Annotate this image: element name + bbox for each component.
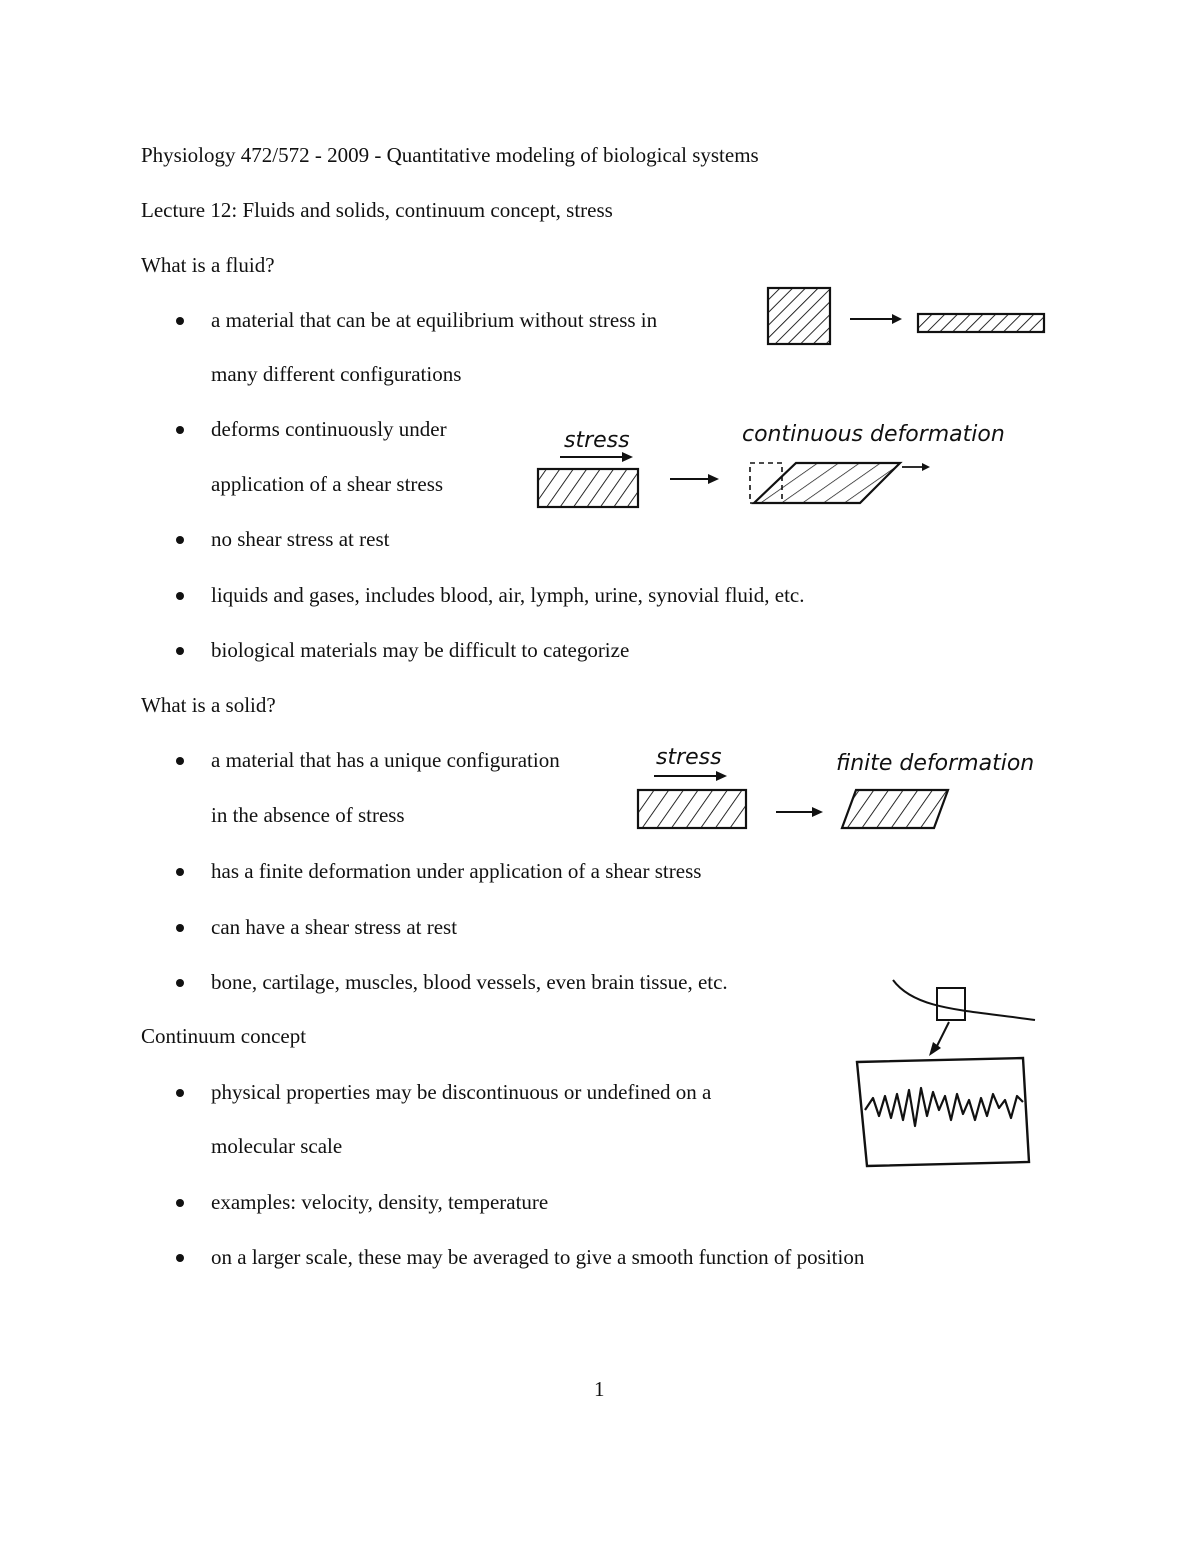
- fluid-configurations-sketch: [760, 282, 1060, 352]
- solid-heading: What is a solid?: [141, 693, 276, 717]
- zoom-arrow-icon: [929, 1022, 949, 1056]
- solid-item-1-line-1: a material that has a unique configuration: [211, 748, 560, 772]
- arrow-icon: [902, 463, 930, 471]
- fluid-shear-sketch: [530, 415, 1060, 515]
- bullet-marker: [176, 426, 184, 434]
- bullet-marker: [176, 647, 184, 655]
- solid-item-4: bone, cartilage, muscles, blood vessels, even brain tissue, etc.: [211, 970, 728, 994]
- continuous-deformation-label: continuous deformation: [742, 422, 1005, 447]
- finite-deformation-label: finite deformation: [836, 751, 1035, 776]
- continuum-item-1-line-2: molecular scale: [211, 1134, 343, 1158]
- stress-label: stress: [656, 745, 722, 770]
- bullet-marker: [176, 757, 184, 765]
- arrow-icon: [670, 474, 719, 484]
- solid-item-3: can have a shear stress at rest: [211, 915, 458, 939]
- fluid-heading: What is a fluid?: [141, 253, 275, 277]
- solid-item-2: has a finite deformation under application of a shear stress: [211, 859, 702, 883]
- stress-arrow-icon: [560, 452, 633, 462]
- fluid-item-4: liquids and gases, includes blood, air, lymph, urine, synovial fluid, etc.: [211, 583, 805, 607]
- bullet-marker: [176, 536, 184, 544]
- stress-label: stress: [564, 428, 630, 453]
- fluid-item-2-line-1: deforms continuously under: [211, 417, 447, 441]
- bullet-marker: [176, 1254, 184, 1262]
- bullet-marker: [176, 924, 184, 932]
- continuum-zoom-sketch: [845, 970, 1045, 1170]
- continuum-item-3: on a larger scale, these may be averaged to give a smooth function of position: [211, 1245, 865, 1269]
- arrow-icon: [850, 314, 902, 324]
- bullet-marker: [176, 592, 184, 600]
- fluid-item-5: biological materials may be difficult to categorize: [211, 638, 630, 662]
- fluid-item-2-line-2: application of a shear stress: [211, 472, 444, 496]
- arrow-icon: [776, 807, 823, 817]
- solid-item-1-line-2: in the absence of stress: [211, 803, 405, 827]
- fluid-item-3: no shear stress at rest: [211, 527, 390, 551]
- continuum-item-2: examples: velocity, density, temperature: [211, 1190, 549, 1214]
- bullet-marker: [176, 1199, 184, 1207]
- continuum-item-1-line-1: physical properties may be discontinuous or undefined on a: [211, 1080, 712, 1104]
- course-title: Physiology 472/572 - 2009 - Quantitative modeling of biological systems: [141, 143, 759, 167]
- bullet-marker: [176, 979, 184, 987]
- fluid-item-1-line-2: many different configurations: [211, 362, 462, 386]
- bullet-marker: [176, 1089, 184, 1097]
- solid-shear-sketch: [630, 740, 1060, 840]
- stress-arrow-icon: [654, 771, 727, 781]
- lecture-title: Lecture 12: Fluids and solids, continuum concept, stress: [141, 198, 613, 222]
- fluid-item-1-line-1: a material that can be at equilibrium without stress in: [211, 308, 658, 332]
- bullet-marker: [176, 868, 184, 876]
- bullet-marker: [176, 317, 184, 325]
- page-number: 1: [594, 1377, 605, 1401]
- continuum-heading: Continuum concept: [141, 1024, 307, 1048]
